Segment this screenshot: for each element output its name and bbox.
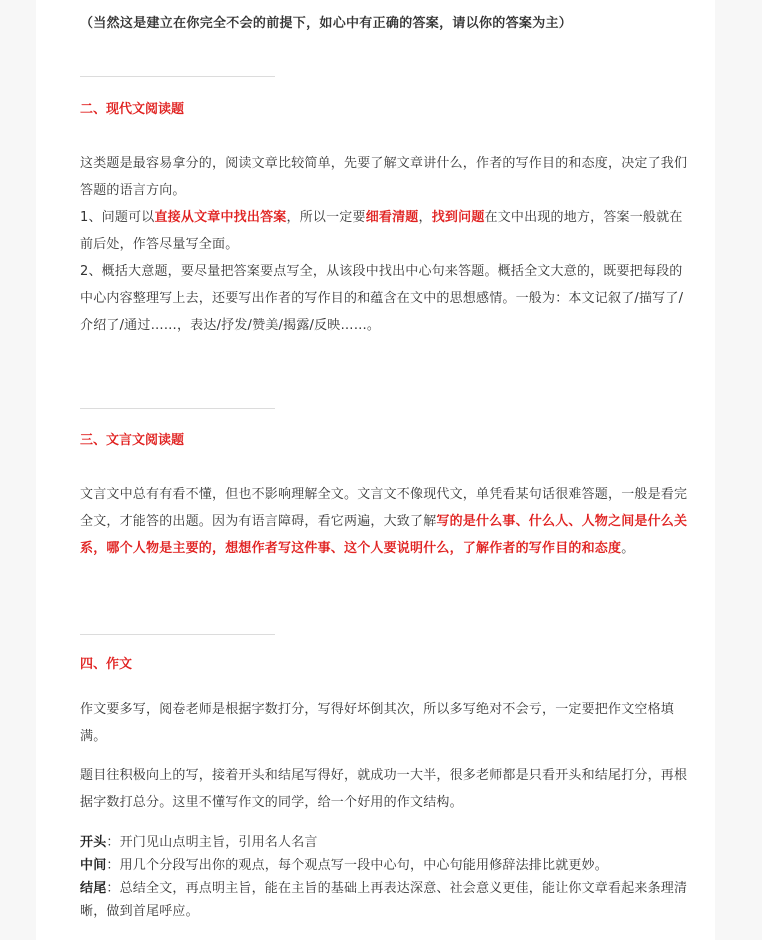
text: ， [418, 210, 432, 225]
section3-heading: 三、文言文阅读题 [80, 433, 185, 448]
label: 中间 [80, 858, 107, 873]
highlight: 直接从文章中找出答案 [154, 210, 287, 225]
highlight: 找到问题 [431, 210, 485, 225]
right-margin [715, 0, 762, 940]
structure-ending [80, 877, 690, 923]
highlight: 细看清题 [365, 210, 419, 225]
section2-point1 [80, 204, 690, 258]
section4-paragraph2: 题目往积极向上的写，接着开头和结尾写得好，就成功一大半，很多老师都是只看开头和结尾打分，再根据字数打总分。这里不懂写作文的同学，给一个好用的作文结构。 [80, 768, 688, 810]
text: 文言文中总有有看不懂，但也不影响理解全文。文言文不像现代文，单凭看某句话很难答题，一般是看完全文，才能答的出题。因为有语言障碍，看它两遍，大致了解 [80, 487, 688, 529]
text: 1、问题可以 [80, 210, 155, 225]
section2-intro: 这类题是最容易拿分的，阅读文章比较简单，先要了解文章讲什么，作者的写作目的和态度，决定了我们答题的语言方向。 [80, 156, 688, 198]
label: 结尾 [80, 881, 107, 896]
highlight: 写的是什么事、什么人、人物之间是什么关系，哪个人物是主要的，想想作者写这件事、这个人要说明什么，了解作者的写作目的和态度 [80, 514, 688, 556]
text: ：开门见山点明主旨，引用名人名言 [106, 835, 318, 850]
structure-opening [80, 831, 690, 854]
section4-paragraph1: 作文要多写，阅卷老师是根据字数打分，写得好坏倒其次，所以多写绝对不会亏，一定要把作文空格填满。 [80, 702, 675, 744]
section3-paragraph [80, 481, 690, 562]
text: 。 [621, 541, 635, 556]
text: ：总结全文，再点明主旨，能在主旨的基础上再表达深意、社会意义更佳，能让你文章看起来条理清晰，做到首尾呼应。 [80, 881, 688, 919]
text: 在文中出现的地方，答案一般就在前后处，作答尽量写全面。 [80, 210, 683, 252]
intro-note: （当然这是建立在你完全不会的前提下，如心中有正确的答案，请以你的答案为主） [80, 16, 573, 31]
section-divider [80, 76, 275, 77]
label: 开头 [80, 835, 107, 850]
section-divider [80, 408, 275, 409]
section2-heading: 二、现代文阅读题 [80, 102, 185, 117]
section-divider [80, 634, 275, 635]
essay-structure [80, 831, 690, 923]
section2-point2: 2、概括大意题，要尽量把答案要点写全，从该段中找出中心句来答题。概括全文大意的，既要把每段的中心内容整理写上去，还要写出作者的写作目的和蕴含在文中的思想感情。一般为：本文记叙了/描写了/介绍了/通过……，表达/抒发/赞美/揭露/反映……。 [80, 264, 684, 333]
structure-middle [80, 854, 690, 877]
left-margin [0, 0, 36, 940]
text: ，所以一定要 [286, 210, 366, 225]
text: ：用几个分段写出你的观点，每个观点写一段中心句，中心句能用修辞法排比就更妙。 [106, 858, 609, 873]
section4-heading: 四、作文 [80, 657, 133, 672]
